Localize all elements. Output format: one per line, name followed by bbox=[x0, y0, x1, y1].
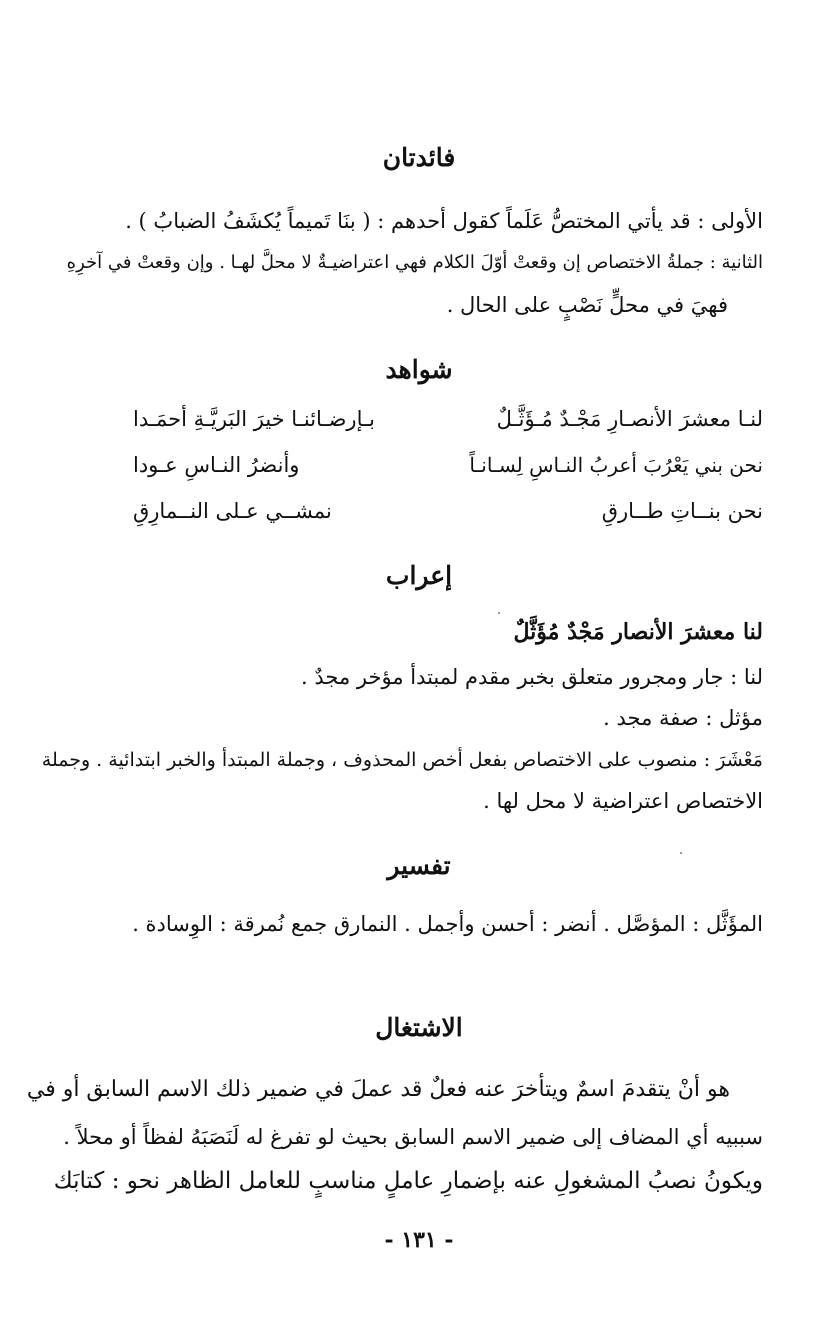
fawaid-second-line1: الثانية : جملةُ الاختصاص إن وقعتْ أوّلَ الكلام فهي اعتراضيـةٌ لا محلَّ لهـا . وإن وقعتْ في آخرِهِ bbox=[66, 252, 763, 273]
verse-1-second: بـإرضـائنـا خيرَ البَريَّـةِ أحمَـدا bbox=[133, 407, 375, 431]
irab-title: لنا معشرَ الأنصار مَجْدٌ مُؤَثَّلٌ bbox=[513, 619, 763, 645]
scan-speck bbox=[680, 852, 682, 854]
fawaid-second-line2: فهيَ في محلٍّ نَصْبٍ على الحال . bbox=[446, 293, 728, 317]
irab-line3: مَعْشَرَ : منصوب على الاختصاص بفعل أخص المحذوف ، وجملة المبتدأ والخبر ابتدائية . وجملة bbox=[41, 749, 763, 771]
verse-3-first: نحن بنــاتِ طــارقِ bbox=[601, 499, 763, 523]
scan-speck bbox=[498, 612, 500, 614]
tafsir-line1: المؤَثَّل : المؤصَّل . أنضر : أحسن وأجمل . النمارق جمع نُمرقة : الوِسادة . bbox=[132, 912, 763, 936]
page-number: - ١٣١ - bbox=[384, 1227, 454, 1253]
heading-shawahid: شواهد bbox=[385, 355, 453, 384]
heading-tafsir: تفسير bbox=[387, 851, 451, 880]
irab-line4: الاختصاص اعتراضية لا محل لها . bbox=[483, 789, 763, 813]
irab-line1: لنا : جار ومجرور متعلق بخبر مقدم لمبتدأ مؤخر مجدٌ . bbox=[301, 665, 763, 689]
ishtighal-line2: سببيه أي المضاف إلى ضمير الاسم السابق بحيث لو تفرغ له لَنَصَبَهُ لفظاً أو محلاً . bbox=[63, 1125, 763, 1149]
heading-ishtighal: الاشتغال bbox=[375, 1013, 463, 1042]
heading-fawaid: فائدتان bbox=[382, 143, 456, 172]
ishtighal-line3: ويكونُ نصبُ المشغولِ عنه بإضمارِ عاملٍ مناسبٍ للعامل الظاهر نحو : كتابَك bbox=[53, 1168, 763, 1194]
verse-2-first: نحن بني يَعْرُبَ أعربُ النـاسِ لِسـانـاً bbox=[469, 453, 763, 477]
ishtighal-line1: هو أنْ يتقدمَ اسمٌ ويتأخرَ عنه فعلٌ قد عملَ في ضمير ذلك الاسم السابق أو في bbox=[26, 1077, 730, 1102]
verse-3-second: نمشــي عـلى النــمارِقِ bbox=[133, 499, 332, 523]
irab-line2: مؤثل : صفة مجد . bbox=[603, 706, 763, 730]
heading-irab: إعراب bbox=[385, 561, 453, 590]
verse-2-second: وأنضرُ النـاسِ عـودا bbox=[133, 453, 300, 477]
fawaid-first: الأولى : قد يأتي المختصُّ عَلَماً كقول أحدهم : ( بنَا تَميماً يُكشَفُ الضبابُ ) . bbox=[125, 209, 763, 233]
verse-1-first: لنـا معشرَ الأنصـارِ مَجْـدٌ مُـؤَثَّـلٌ bbox=[496, 407, 763, 431]
